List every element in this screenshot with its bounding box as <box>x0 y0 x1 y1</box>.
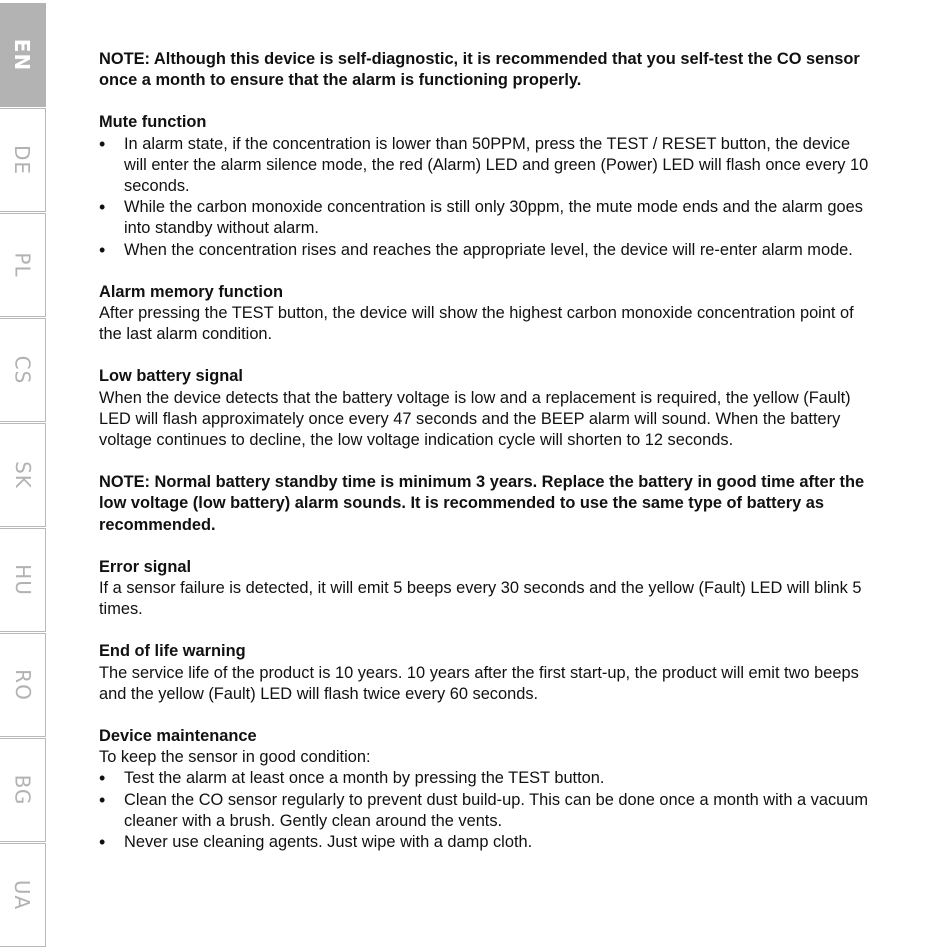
tab-language-label: HU <box>10 564 35 596</box>
section-low-battery <box>99 366 869 451</box>
tab-language-label: PL <box>10 252 35 278</box>
section-heading: Low battery signal <box>99 367 243 386</box>
list-item: • Test the alarm at least once a month by pressing the TEST button. <box>99 768 869 789</box>
section-error-signal <box>99 557 869 621</box>
tab-language-cs[interactable] <box>0 318 46 422</box>
tab-language-ua[interactable] <box>0 843 46 947</box>
list-item: • While the carbon monoxide concentration is still only 30ppm, the mute mode ends and the alarm goes into standby without alarm. <box>99 197 869 239</box>
tab-language-en[interactable] <box>0 3 46 107</box>
section-mute-function <box>99 112 869 260</box>
list-item: • Never use cleaning agents. Just wipe with a damp cloth. <box>99 832 869 853</box>
list-item: • Clean the CO sensor regularly to prevent dust build-up. This can be done once a month with a vacuum cleaner with a brush. Gently clean around the vents. <box>99 790 869 832</box>
section-end-of-life <box>99 641 869 705</box>
language-tabs <box>0 3 48 948</box>
bullet-list <box>99 134 869 261</box>
section-body: If a sensor failure is detected, it will emit 5 beeps every 30 seconds and the yellow (Fault) LED will blink 5 times. <box>99 579 862 619</box>
tab-language-label: CS <box>10 355 35 385</box>
list-item: • In alarm state, if the concentration is lower than 50PPM, press the TEST / RESET button, the device will enter the alarm silence mode, the red (Alarm) LED and green (Power) LED will flash once every 10 seconds. <box>99 134 869 198</box>
tab-language-label: BG <box>10 774 35 806</box>
tab-language-label: EN <box>10 38 35 72</box>
tab-language-de[interactable] <box>0 108 46 212</box>
section-heading: Device maintenance <box>99 727 257 746</box>
tab-language-bg[interactable] <box>0 738 46 842</box>
note-self-test: NOTE: Although this device is self-diagnostic, it is recommended that you self-test the CO sensor once a month to ensure that the alarm is functioning properly. <box>99 50 860 90</box>
section-body: When the device detects that the battery voltage is low and a replacement is required, the yellow (Fault) LED will flash approximately once every 47 seconds and the BEEP alarm will sound. When the battery voltage continues to decline, the low voltage indication cycle will shorten to 12 seconds. <box>99 388 851 450</box>
section-intro: To keep the sensor in good condition: <box>99 748 371 767</box>
bullet-list <box>99 768 869 853</box>
section-device-maintenance <box>99 726 869 853</box>
section-body: The service life of the product is 10 years. 10 years after the first start-up, the product will emit two beeps and the yellow (Fault) LED will flash twice every 60 seconds. <box>99 663 859 703</box>
section-heading: Mute function <box>99 113 207 132</box>
tab-language-pl[interactable] <box>0 213 46 317</box>
tab-language-sk[interactable] <box>0 423 46 527</box>
note-battery: NOTE: Normal battery standby time is minimum 3 years. Replace the battery in good time after the low voltage (low battery) alarm sounds. It is recommended to use the same type of battery as recommended. <box>99 473 865 534</box>
tab-language-label: UA <box>10 879 35 911</box>
section-body: After pressing the TEST button, the device will show the highest carbon monoxide concentration point of the last alarm condition. <box>99 304 854 344</box>
section-alarm-memory <box>99 282 869 346</box>
document-content <box>99 49 869 853</box>
section-heading: Alarm memory function <box>99 282 283 301</box>
tab-language-label: RO <box>10 669 35 701</box>
tab-language-ro[interactable] <box>0 633 46 737</box>
tab-language-hu[interactable] <box>0 528 46 632</box>
section-heading: Error signal <box>99 557 191 576</box>
tab-language-label: SK <box>10 461 35 489</box>
section-heading: End of life warning <box>99 642 246 661</box>
list-item: • When the concentration rises and reaches the appropriate level, the device will re-enter alarm mode. <box>99 240 869 261</box>
tab-language-label: DE <box>10 144 35 176</box>
